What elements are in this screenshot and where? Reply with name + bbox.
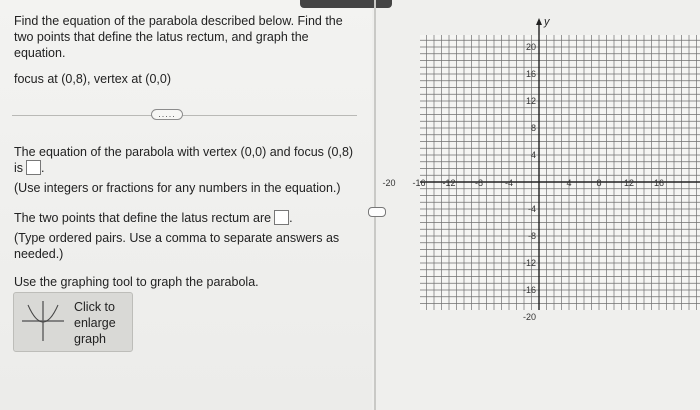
x-tick-label: 8 — [596, 178, 602, 188]
y-tick-label: 4 — [530, 150, 536, 160]
question-graph-instruction: Use the graphing tool to graph the parabola. — [14, 275, 259, 289]
x-tick-label: -8 — [474, 178, 484, 188]
y-tick-label: -4 — [527, 204, 536, 214]
grid-background — [420, 35, 700, 310]
x-tick-label: 4 — [566, 178, 572, 188]
y-axis-arrow — [536, 18, 542, 25]
equation-answer-input[interactable] — [26, 160, 41, 175]
y-tick-label: 20 — [525, 42, 536, 52]
question-equation-text: The equation of the parabola with vertex (0,0) and focus (0,8) is — [14, 145, 354, 175]
x-tick-label: -12 — [442, 178, 456, 188]
coordinate-grid[interactable] — [376, 0, 700, 410]
y-tick-label: 12 — [525, 96, 536, 106]
enlarge-graph-label: Click to enlarge graph — [74, 300, 116, 346]
enlarge-graph-button[interactable] — [13, 292, 133, 352]
problem-prompt: Find the equation of the parabola described below. Find the two points that define the latus rectum, and graph the equation. — [14, 14, 343, 60]
graph-panel[interactable] — [376, 0, 700, 410]
y-tick-label: -12 — [522, 258, 536, 268]
question-equation — [14, 144, 354, 176]
latus-rectum-answer-input[interactable] — [274, 210, 289, 225]
x-tick-label: -4 — [504, 178, 514, 188]
x-tick-label: 16 — [653, 178, 665, 188]
question-latus-rectum-suffix: . — [289, 211, 293, 225]
y-tick-label: -16 — [522, 285, 536, 295]
section-divider — [12, 115, 357, 116]
y-tick-label: -8 — [527, 231, 536, 241]
y-axis-label: y — [544, 16, 550, 28]
x-tick-label: -16 — [412, 178, 426, 188]
question-latus-rectum — [14, 210, 354, 226]
question-latus-rectum-text: The two points that define the latus rectum are — [14, 211, 272, 225]
x-tick-label: 12 — [623, 178, 635, 188]
y-tick-label: -20 — [522, 312, 536, 322]
question-equation-suffix: . — [41, 161, 45, 175]
problem-given: focus at (0,8), vertex at (0,0) — [14, 72, 172, 86]
graph-thumbnail-icon — [20, 299, 66, 343]
show-more-button[interactable]: ..... — [151, 109, 183, 120]
question-equation-hint: (Use integers or fractions for any numbers in the equation.) — [14, 181, 341, 195]
x-tick-label: -20 — [382, 178, 396, 188]
y-tick-label: 8 — [530, 123, 536, 133]
question-latus-rectum-hint: (Type ordered pairs. Use a comma to separate answers as needed.) — [14, 231, 340, 261]
y-tick-label: 16 — [525, 69, 536, 79]
